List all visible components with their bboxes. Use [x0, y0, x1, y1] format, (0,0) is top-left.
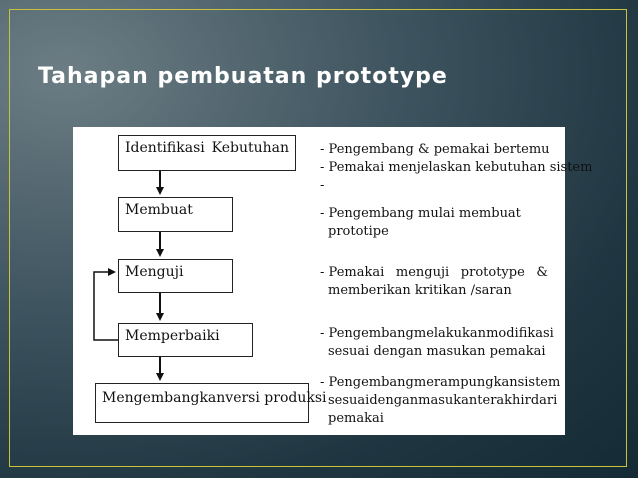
description-membuat: [320, 205, 556, 241]
description-word: dengan: [369, 393, 419, 408]
flowchart-figure: [73, 127, 593, 435]
description-word: prototype: [460, 265, 525, 280]
description-line: sesuai dengan masukan pemakai: [328, 344, 546, 359]
step-memperbaiki: Memperbaiki: [118, 323, 253, 357]
description-identifikasi: [320, 141, 593, 195]
description-word: terakhir: [477, 393, 531, 408]
description-line: [320, 392, 558, 410]
description-word: modifikasi: [486, 326, 554, 341]
step-label-right: Kebutuhan: [211, 140, 289, 156]
description-produksi: [320, 374, 561, 428]
step-label-left: Identifikasi: [125, 140, 205, 156]
description-line: [320, 264, 548, 282]
description-word: - Pengembang: [320, 375, 414, 390]
description-word: masukan: [418, 393, 478, 408]
description-word: merampungkan: [413, 375, 518, 390]
step-mengembangkan-versi-produksi: Mengembangkanversi produksi: [95, 383, 309, 423]
description-word: menguji: [395, 265, 450, 280]
description-line: - Pengembang & pemakai bertemu: [320, 142, 550, 157]
slide-title: Tahapan pembuatan prototype: [38, 64, 448, 89]
description-memperbaiki: [320, 325, 554, 361]
feedback-loop-arrow: [94, 272, 118, 340]
description-line: memberikan kritikan /saran: [328, 283, 512, 298]
description-line: -: [320, 178, 325, 193]
description-word: melakukan: [413, 326, 487, 341]
description-line: - Pengembang mulai membuat: [320, 206, 521, 221]
description-line: prototipe: [328, 224, 389, 239]
description-line: [320, 374, 561, 392]
step-identifikasi-kebutuhan: [118, 135, 296, 171]
description-menguji: [320, 264, 548, 300]
description-line: [320, 325, 554, 343]
step-membuat: Membuat: [118, 197, 233, 232]
description-word: sistem: [517, 375, 561, 390]
description-word: sesuai: [328, 393, 370, 408]
description-line: - Pemakai menjelaskan kebutuhan sistem: [320, 160, 593, 175]
description-word: - Pemakai: [320, 265, 385, 280]
description-word: dari: [530, 393, 558, 408]
description-word: &: [536, 265, 548, 280]
description-line: pemakai: [328, 411, 384, 426]
description-word: - Pengembang: [320, 326, 414, 341]
step-menguji: Menguji: [118, 259, 233, 293]
